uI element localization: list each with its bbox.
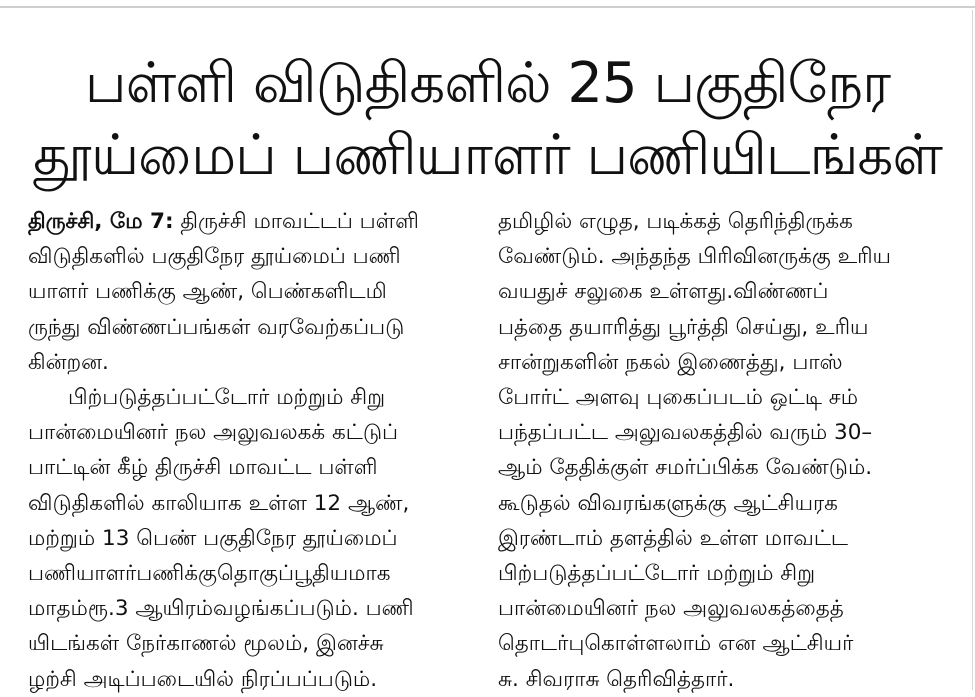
body-line: ழற்சி அடிப்படையில் நிரப்பப்படும்.: [28, 666, 378, 692]
body-line: வயதுச் சலுகை உள்ளது.விண்ணப்: [498, 279, 829, 305]
body-line: யிடங்கள் நேர்காணல் மூலம், இனச்சு: [28, 631, 384, 657]
body-line: தொடர்புகொள்ளலாம் என ஆட்சியர்: [498, 631, 854, 657]
body-line: பத்தை தயாரித்து பூர்த்தி செய்து, உரிய: [498, 314, 869, 340]
body-line: பான்மையினர் நல அலுவலகத்தைத்: [498, 596, 844, 622]
article-column-left: [28, 204, 486, 697]
headline-line-1: பள்ளி விடுதிகளில் 25 பகுதிநேர: [84, 51, 891, 116]
body-line: விடுதிகளில் பகுதிநேர தூய்மைப் பணி: [28, 244, 401, 270]
body-line: யாளர் பணிக்கு ஆண், பெண்களிடமி: [28, 279, 387, 305]
body-line: கின்றன.: [28, 349, 109, 375]
body-line: பந்தப்பட்ட அலுவலகத்தில் வரும் 30–: [498, 420, 873, 446]
body-line: ஆம் தேதிக்குள் சமர்ப்பிக்க வேண்டும்.: [498, 455, 873, 481]
body-line: ருந்து விண்ணப்பங்கள் வரவேற்கப்படு: [28, 314, 405, 340]
body-line: போர்ட் அளவு புகைப்படம் ஒட்டி சம்: [498, 385, 858, 411]
body-line: பிற்படுத்தப்பட்டோர் மற்றும் சிறு: [498, 561, 816, 587]
article-column-right: [498, 204, 958, 697]
body-line: விடுதிகளில் காலியாக உள்ள 12 ஆண்,: [28, 490, 410, 516]
body-text: திருச்சி மாவட்டப் பள்ளி: [173, 209, 419, 234]
body-line: மற்றும் 13 பெண் பகுதிநேர தூய்மைப்: [28, 525, 398, 551]
body-line: சான்றுகளின் நகல் இணைத்து, பாஸ்: [498, 349, 843, 375]
article-headline: [0, 48, 975, 192]
body-line: இரண்டாம் தளத்தில் உள்ள மாவட்ட: [498, 525, 849, 551]
body-line: மாதம்ரூ.3 ஆயிரம்வழங்கப்படும். பணி: [28, 596, 414, 622]
body-line: பான்மையினர் நல அலுவலகக் கட்டுப்: [28, 420, 399, 446]
body-line: [28, 204, 486, 239]
body-line: தமிழில் எழுத, படிக்கத் தெரிந்திருக்க: [498, 209, 853, 234]
body-line: பிற்படுத்தப்பட்டோர் மற்றும் சிறு: [68, 385, 386, 411]
dateline: திருச்சி, மே 7:: [28, 209, 174, 234]
top-divider: [0, 6, 975, 8]
headline-line-2: தூய்மைப் பணியாளர் பணியிடங்கள்: [33, 123, 942, 188]
body-line: கூடுதல் விவரங்களுக்கு ஆட்சியரக: [498, 490, 838, 516]
body-line: பணியாளர்பணிக்குதொகுப்பூதியமாக: [28, 561, 391, 587]
body-line: வேண்டும். அந்தந்த பிரிவினருக்கு உரிய: [498, 244, 891, 270]
body-line: பாட்டின் கீழ் திருச்சி மாவட்ட பள்ளி: [28, 455, 378, 481]
body-line: சு. சிவராசு தெரிவித்தார்.: [498, 666, 735, 692]
